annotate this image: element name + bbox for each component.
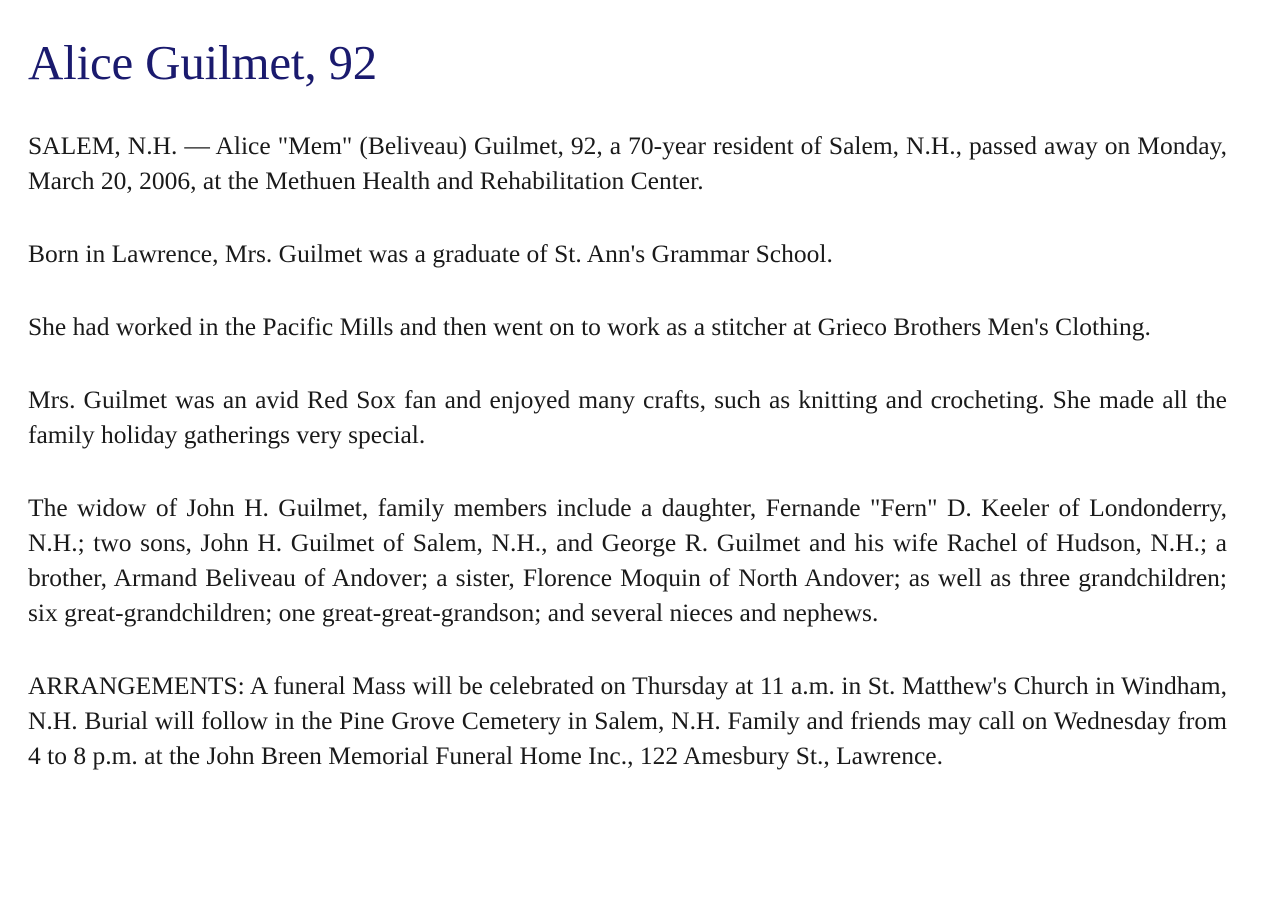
paragraph-interests: Mrs. Guilmet was an avid Red Sox fan and enjoyed many crafts, such as knitting and crocheting. She made all the family holiday gatherings very special.: [28, 385, 1227, 449]
paragraph-arrangements: ARRANGEMENTS: A funeral Mass will be celebrated on Thursday at 11 a.m. in St. Matthew's Church in Windham, N.H. Burial will follow in the Pine Grove Cemetery in Salem, N.H. Family and friends may call on Wednesday from 4 to 8 p.m. at the John Breen Memorial Funeral Home Inc., 122 Amesbury St., Lawrence.: [28, 671, 1227, 770]
obituary-body: [28, 128, 1227, 773]
paragraph-work: She had worked in the Pacific Mills and then went on to work as a stitcher at Grieco Brothers Men's Clothing.: [28, 312, 1151, 341]
paragraph-birth: Born in Lawrence, Mrs. Guilmet was a graduate of St. Ann's Grammar School.: [28, 239, 833, 268]
obituary-title: Alice Guilmet, 92: [28, 35, 378, 90]
obituary-page: [28, 34, 1227, 773]
paragraph-family: The widow of John H. Guilmet, family members include a daughter, Fernande "Fern" D. Keeler of Londonderry, N.H.; two sons, John H. Guilmet of Salem, N.H., and George R. Guilmet and his wife Rachel of Hudson, N.H.; a brother, Armand Beliveau of Andover; a sister, Florence Moquin of North Andover; as well as three grandchildren; six great-grandchildren; one great-great-grandson; and several nieces and nephews.: [28, 493, 1227, 627]
paragraph-intro: SALEM, N.H. — Alice "Mem" (Beliveau) Guilmet, 92, a 70-year resident of Salem, N.H., passed away on Monday, March 20, 2006, at the Methuen Health and Rehabilitation Center.: [28, 131, 1227, 195]
